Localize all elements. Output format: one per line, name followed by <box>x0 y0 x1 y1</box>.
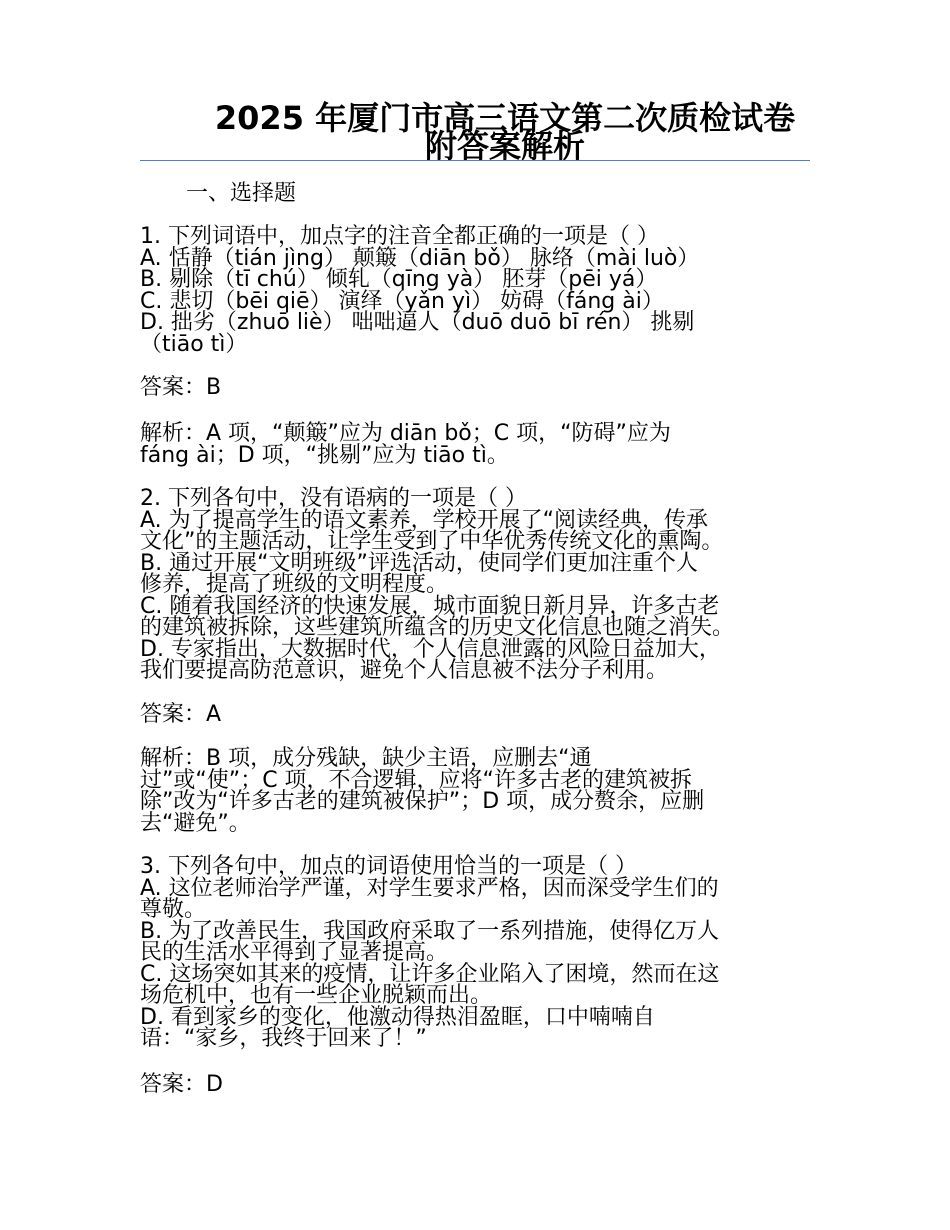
question-3-answer: 答案：D <box>140 1072 223 1097</box>
question-2-option-c-cont: 的建筑被拆除，这些建筑所蕴含的历史文化信息也随之消失。 <box>140 615 735 640</box>
question-3-option-b-cont: 民的生活水平得到了显著提高。 <box>140 940 449 965</box>
question-2 <box>140 488 810 682</box>
question-1-analysis <box>140 423 810 466</box>
question-2-option-d-cont: 我们要提高防范意识，避免个人信息被不法分子利用。 <box>140 658 669 683</box>
question-3-option-c: C. 这场突如其来的疫情，让许多企业陷入了困境，然而在这 <box>140 961 720 987</box>
analysis-line: 去“避免”。 <box>140 810 251 836</box>
question-2-stem: 2. 下列各句中，没有语病的一项是（ ） <box>140 486 527 511</box>
question-1-option-c: C. 悲切（bēi qiē） 演绎（yǎn yì） 妨碍（fáng ài） <box>140 288 664 314</box>
question-1-option-d: D. 拙劣（zhuō liè） 咄咄逼人（duō duō bī rén） 挑剔 <box>140 310 695 335</box>
title-line-1: 2025 年厦门市高三语文第二次质检试卷 <box>214 99 796 137</box>
question-2-option-b: B. 通过开展“文明班级”评选活动，使同学们更加注重个人 <box>140 550 698 576</box>
question-1-option-d-cont: （tiāo tì） <box>140 331 248 357</box>
section-heading: 一、选择题 <box>186 181 297 206</box>
title-line-2: 附答案解析 <box>424 127 585 165</box>
question-2-option-b-cont: 修养，提高了班级的文明程度。 <box>140 572 449 597</box>
question-2-analysis <box>140 748 810 834</box>
question-3-option-d-cont: 语：“家乡，我终于回来了！” <box>140 1026 427 1051</box>
question-1-stem: 1. 下列词语中，加点字的注音全都正确的一项是（ ） <box>140 224 659 249</box>
question-3 <box>140 856 810 1050</box>
question-1-answer: 答案：B <box>140 375 222 400</box>
title-divider <box>140 160 810 161</box>
question-3-option-a: A. 这位老师治学严谨，对学生要求严格，因而深受学生们的 <box>140 875 719 901</box>
question-3-stem: 3. 下列各句中，加点的词语使用恰当的一项是（ ） <box>140 854 637 879</box>
question-3-option-d: D. 看到家乡的变化，他激动得热泪盈眶，口中喃喃自 <box>140 1004 655 1030</box>
question-2-option-a-cont: 文化”的主题活动，让学生受到了中华优秀传统文化的熏陶。 <box>140 529 724 554</box>
question-3-option-b: B. 为了改善民生，我国政府采取了一系列措施，使得亿万人 <box>140 918 720 944</box>
question-1 <box>140 226 810 355</box>
analysis-line: 解析：A 项，“颠簸”应为 diān bǒ；C 项，“防碍”应为 <box>140 421 671 446</box>
question-1-option-b: B. 剔除（tī chú） 倾轧（qīng yà） 胚芽（pēi yá） <box>140 267 658 292</box>
analysis-line: 除”改为“许多古老的建筑被保护”；D 项，成分赘余，应删 <box>140 789 705 814</box>
question-3-option-c-cont: 场危机中，也有一些企业脱颖而出。 <box>140 983 493 1008</box>
question-3-option-a-cont: 尊敬。 <box>140 897 207 922</box>
question-2-option-c: C. 随着我国经济的快速发展，城市面貌日新月异，许多古老 <box>140 593 720 619</box>
analysis-line: 解析：B 项，成分残缺，缺少主语，应删去“通 <box>140 746 592 771</box>
question-2-answer: 答案：A <box>140 702 222 727</box>
analysis-line: 过”或“使”；C 项，不合逻辑，应将“许多古老的建筑被拆 <box>140 767 692 793</box>
analysis-line: fáng ài；D 项，“挑剔”应为 tiāo tì。 <box>140 442 509 468</box>
question-2-option-a: A. 为了提高学生的语文素养，学校开展了“阅读经典，传承 <box>140 507 709 533</box>
question-2-option-d: D. 专家指出，大数据时代，个人信息泄露的风险日益加大， <box>140 636 721 662</box>
document-title <box>140 99 810 165</box>
question-1-option-a: A. 恬静（tián jìng） 颠簸（diān bǒ） 脉络（mài luò） <box>140 245 700 271</box>
